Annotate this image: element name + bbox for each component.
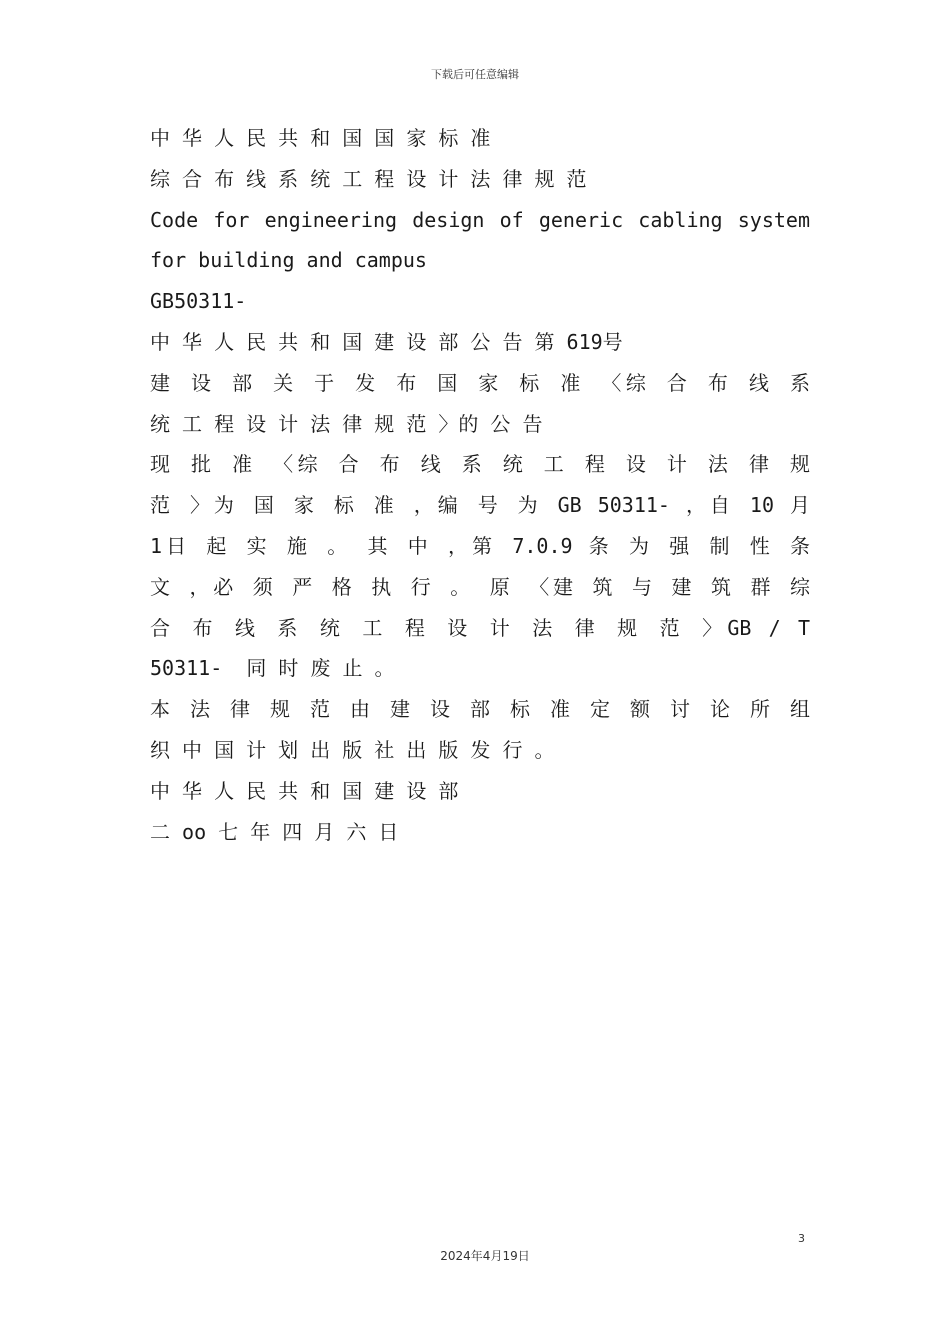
standard-number: GB50311- bbox=[150, 289, 247, 314]
announcement-body-line-5: 合 布 线 系 统 工 程 设 计 法 律 规 范 〉GB / T bbox=[150, 615, 810, 640]
announcement-body-line-3: 1日 起 实 施 。 其 中 ，第 7.0.9 条 为 强 制 性 条 bbox=[150, 533, 810, 558]
page-header: 下载后可任意编辑 bbox=[431, 68, 519, 81]
announcement-heading: 中 华 人 民 共 和 国 建 设 部 公 告 第 619号 bbox=[150, 329, 623, 354]
standard-title-english-line-1: Code for engineering design of generic cabling system bbox=[150, 207, 810, 232]
standard-category-line: 中 华 人 民 共 和 国 国 家 标 准 bbox=[150, 126, 491, 150]
announcement-body-line-4: 文 ，必 须 严 格 执 行 。 原 〈建 筑 与 建 筑 群 综 bbox=[150, 574, 810, 599]
issuing-authority: 中 华 人 民 共 和 国 建 设 部 bbox=[150, 778, 459, 803]
announcement-body-line-1: 现 批 准 〈综 合 布 线 系 统 工 程 设 计 法 律 规 bbox=[150, 452, 810, 477]
publisher-line-1: 本 法 律 规 范 由 建 设 部 标 准 定 额 讨 论 所 组 bbox=[150, 697, 810, 722]
announcement-title-line-1: 建 设 部 关 于 发 布 国 家 标 准 〈综 合 布 线 系 bbox=[150, 370, 810, 395]
page-number: 3 bbox=[798, 1232, 805, 1245]
publisher-line-2: 织 中 国 计 划 出 版 社 出 版 发 行 。 bbox=[150, 737, 555, 762]
issue-date: 二 oo 七 年 四 月 六 日 bbox=[150, 819, 399, 844]
announcement-body-line-2: 范 〉为 国 家 标 准 ，编 号 为 GB 50311- ，自 10 月 bbox=[150, 493, 810, 518]
document-body bbox=[150, 118, 810, 852]
announcement-title-line-2: 统 工 程 设 计 法 律 规 范 〉的 公 告 bbox=[150, 411, 543, 436]
standard-title-english-line-2: for building and campus bbox=[150, 248, 427, 273]
page-footer-date: 2024年4月19日 bbox=[440, 1249, 530, 1263]
standard-title-chinese: 综 合 布 线 系 统 工 程 设 计 法 律 规 范 bbox=[150, 166, 587, 191]
announcement-body-line-6: 50311- 同 时 废 止 。 bbox=[150, 656, 395, 681]
